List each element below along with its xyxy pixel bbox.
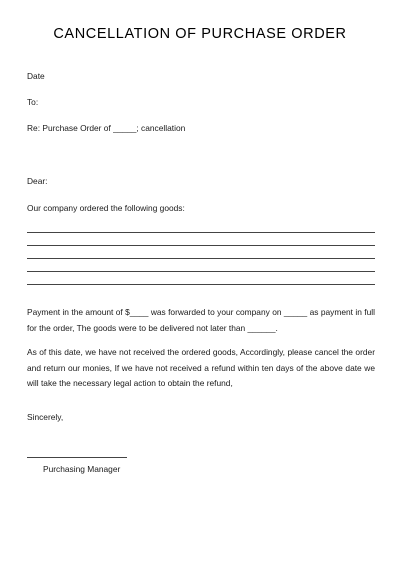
blank-line [27, 232, 375, 233]
blank-line [27, 245, 375, 246]
blank-line [27, 258, 375, 259]
closing: Sincerely, [27, 412, 64, 422]
goods-blank-lines [27, 232, 375, 297]
signatory-title: Purchasing Manager [43, 464, 121, 474]
date-label: Date [27, 71, 45, 81]
blank-line [27, 271, 375, 272]
to-label: To: [27, 97, 39, 107]
document-title: CANCELLATION OF PURCHASE ORDER [53, 26, 347, 42]
signature-line [27, 457, 127, 458]
intro-line: Our company ordered the following goods: [27, 203, 185, 213]
payment-paragraph: Payment in the amount of $____ was forwarded to your company on _____ as payment in full for the order, The goods were to be delivered not later than ______. [27, 307, 375, 333]
re-line: Re: Purchase Order of _____; cancellation [27, 123, 186, 133]
salutation: Dear: [27, 176, 48, 186]
blank-line [27, 284, 375, 285]
cancel-paragraph: As of this date, we have not received the ordered goods, Accordingly, please cancel the order and return our monies, If we have not received a refund within ten days of the above date we will take the necessary legal action to obtain the refund, [27, 347, 375, 388]
